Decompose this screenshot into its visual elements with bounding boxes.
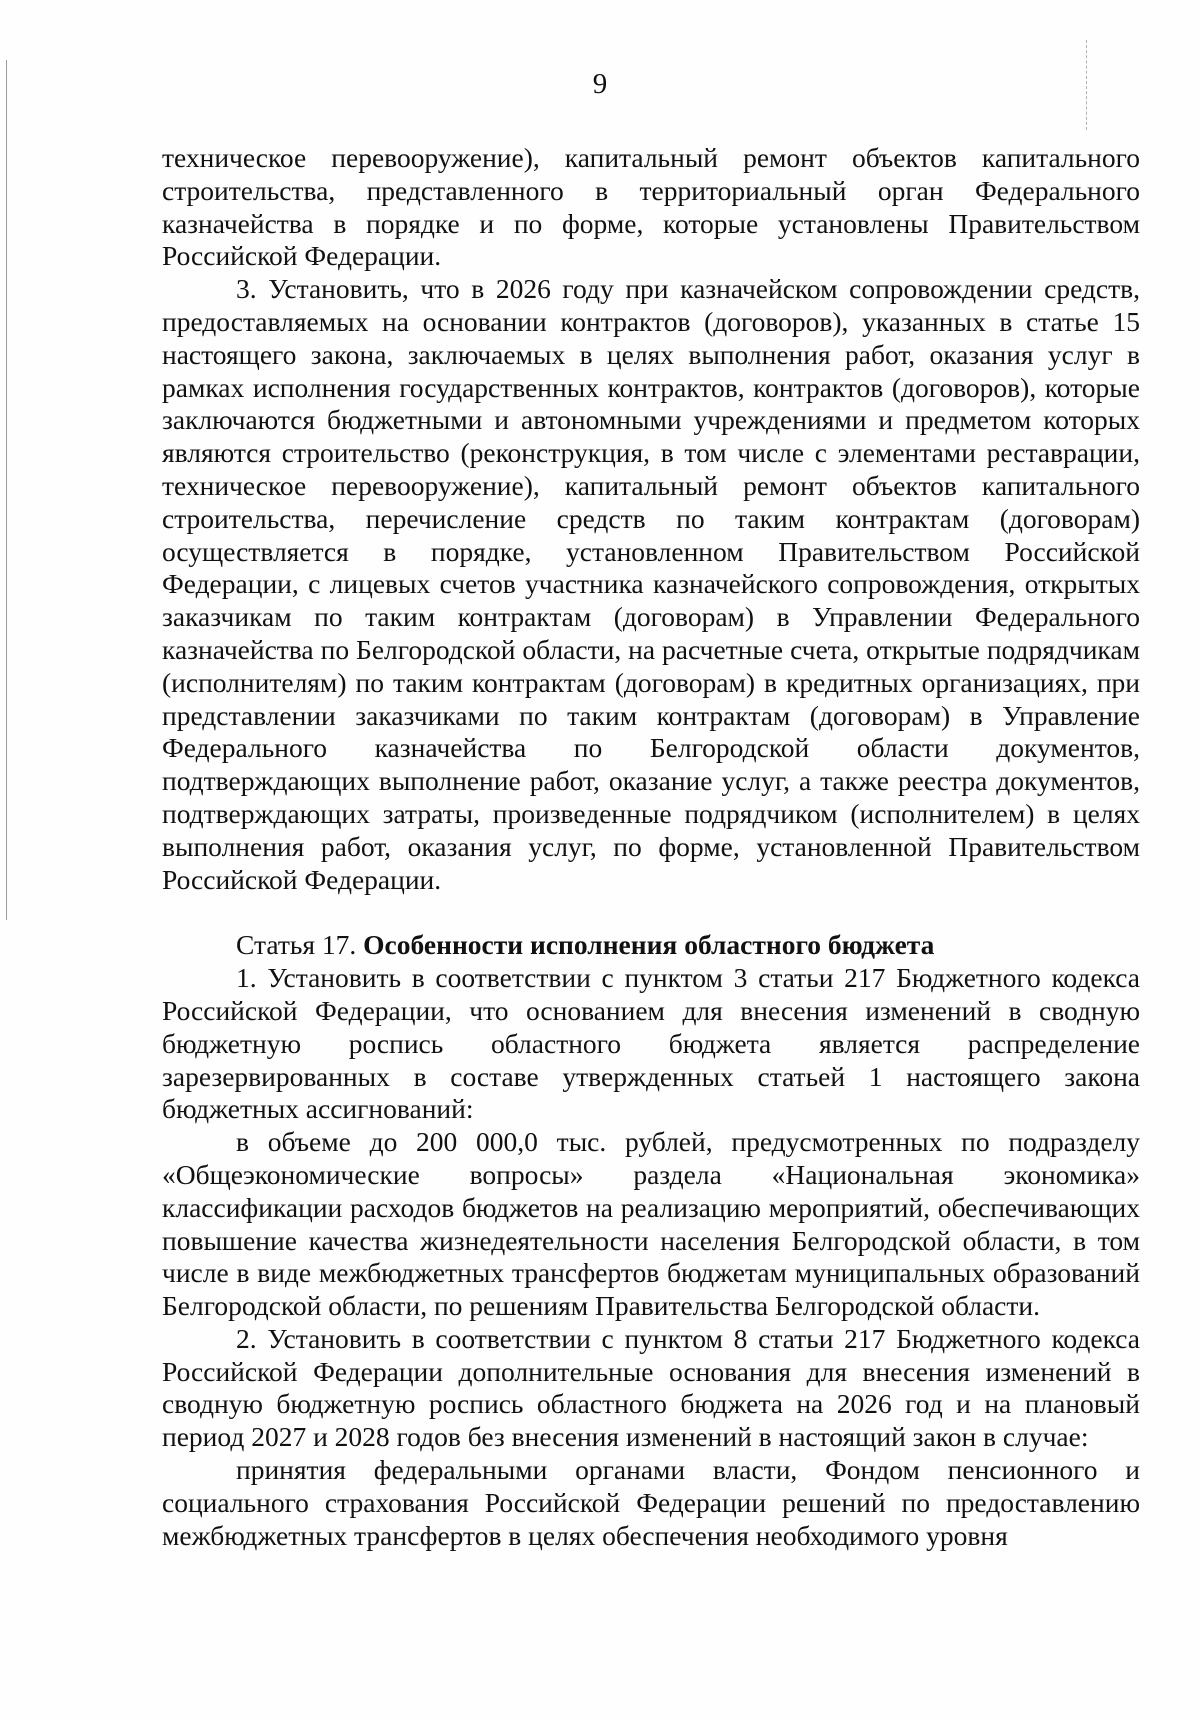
paragraph-3: 3. Установить, что в 2026 году при казначейском сопровождении средств, предоставляемых на основании контрактов (договоров), указанных в статье 15 настоящего закона, заключаемых в целях выполнения работ, оказания услуг в рамках исполнения государственных контрактов, контрактов (договоров), которые заключаются бюджетными и автономными учреждениями и предметом которых являются строительство (реконструкция, в том числе с элементами реставрации, техническое перевооружение), капитальный ремонт объектов капитального строительства, перечисление средств по таким контрактам (договорам) осуществляется в порядке, установленном Правительством Российской Федерации, с лицевых счетов участника казначейского сопровождения, открытых заказчикам по таким контрактам (договорам) в Управлении Федерального казначейства по Белгородской области, на расчетные счета, открытые подрядчикам (исполнителям) по таким контрактам (договорам) в кредитных организациях, при представлении заказчиками по таким контрактам (договорам) в Управление Федерального казначейства по Белгородской области документов, подтверждающих выполнение работ, оказание услуг, а также реестра документов, подтверждающих затраты, произведенные подрядчиком (исполнителем) в целях выполнения работ, оказания услуг, по форме, установленной Правительством Российской Федерации.	[162, 273, 1140, 895]
page-number: 9	[592, 68, 608, 100]
article-title: Особенности исполнения областного бюджета	[363, 929, 935, 961]
document-body	[162, 142, 1140, 1552]
paragraph-continued: техническое перевооружение), капитальный ремонт объектов капитального строительства, представленного в территориальный орган Федерального казначейства в порядке и по форме, которые установлены Правительством Российской Федерации.	[162, 142, 1140, 272]
article-17-paragraph-2: 2. Установить в соответствии с пунктом 8 статьи 217 Бюджетного кодекса Российской Федерации дополнительные основания для внесения изменений в сводную бюджетную роспись областного бюджета на 2026 год и на плановый период 2027 и 2028 годов без внесения изменений в настоящий закон в случае:	[162, 1322, 1140, 1453]
article-label: Статья 17.	[236, 929, 357, 961]
article-17-paragraph-1-item: в объеме до 200 000,0 тыс. рублей, предусмотренных по подразделу «Общеэкономические вопросы» раздела «Национальная экономика» классификации расходов бюджетов на реализацию мероприятий, обеспечивающих повышение качества жизнедеятельности населения Белгородской области, в том числе в виде межбюджетных трансфертов бюджетам муниципальных образований Белгородской области, по решениям Правительства Белгородской области.	[162, 1126, 1140, 1322]
article-heading	[162, 929, 1140, 962]
article-17-paragraph-1: 1. Установить в соответствии с пунктом 3 статьи 217 Бюджетного кодекса Российской Федерации, что основанием для внесения изменений в сводную бюджетную роспись областного бюджета является распределение зарезервированных в составе утвержденных статьей 1 настоящего закона бюджетных ассигнований:	[162, 962, 1140, 1125]
article-17-paragraph-2-item: принятия федеральными органами власти, Фондом пенсионного и социального страхования Российской Федерации решений по предоставлению межбюджетных трансфертов в целях обеспечения необходимого уровня	[162, 1454, 1140, 1551]
scan-edge-line	[6, 60, 7, 920]
